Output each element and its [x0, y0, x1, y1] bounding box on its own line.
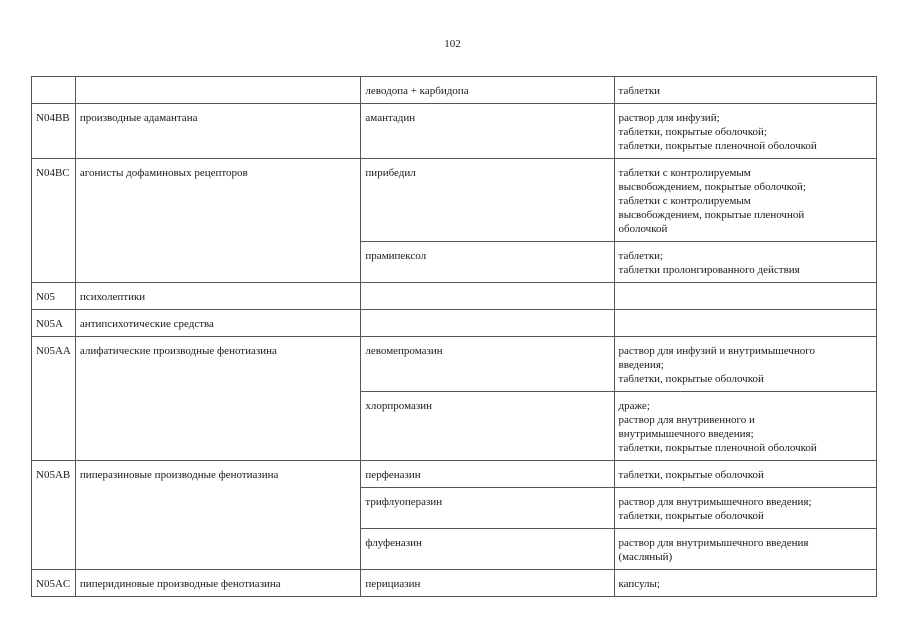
dosage-form-cell: таблетки [614, 77, 877, 104]
medication-table [31, 76, 877, 597]
atc-code-cell: N05AC [32, 570, 76, 597]
drug-name-cell: хлорпромазин [361, 392, 614, 461]
group-name-cell [75, 77, 361, 104]
table-row [32, 310, 877, 337]
table-row [32, 77, 877, 104]
drug-name-cell: леводопа + карбидопа [361, 77, 614, 104]
dosage-form-cell: таблетки; таблетки пролонгированного действия [614, 242, 877, 283]
drug-name-cell [361, 283, 614, 310]
dosage-form-cell: раствор для внутримышечного введения (масляный) [614, 529, 877, 570]
atc-code-cell: N04BB [32, 104, 76, 159]
dosage-form-cell [614, 310, 877, 337]
atc-code-cell: N05A [32, 310, 76, 337]
page-number: 102 [444, 38, 461, 50]
table-row [32, 337, 877, 392]
dosage-form-cell: раствор для внутримышечного введения; таблетки, покрытые оболочкой [614, 488, 877, 529]
group-name-cell: психолептики [75, 283, 361, 310]
drug-name-cell: перфеназин [361, 461, 614, 488]
group-name-cell: пиперазиновые производные фенотиазина [75, 461, 361, 570]
dosage-form-cell: раствор для инфузий и внутримышечного введения; таблетки, покрытые оболочкой [614, 337, 877, 392]
drug-name-cell: трифлуоперазин [361, 488, 614, 529]
atc-code-cell [32, 77, 76, 104]
drug-name-cell [361, 310, 614, 337]
atc-code-cell: N05 [32, 283, 76, 310]
atc-code-cell: N05AB [32, 461, 76, 570]
drug-name-cell: амантадин [361, 104, 614, 159]
table-row [32, 104, 877, 159]
group-name-cell: производные адамантана [75, 104, 361, 159]
dosage-form-cell: таблетки с контролируемым высвобождением, покрытые оболочкой; таблетки с контролируемым высвобождением, покрытые пленочной оболочкой [614, 159, 877, 242]
drug-name-cell: пирибедил [361, 159, 614, 242]
dosage-form-cell: раствор для инфузий; таблетки, покрытые оболочкой; таблетки, покрытые пленочной оболочкой [614, 104, 877, 159]
dosage-form-cell [614, 283, 877, 310]
drug-name-cell: флуфеназин [361, 529, 614, 570]
table-row [32, 461, 877, 488]
drug-name-cell: прамипексол [361, 242, 614, 283]
dosage-form-cell: драже; раствор для внутривенного и внутримышечного введения; таблетки, покрытые пленочной оболочкой [614, 392, 877, 461]
group-name-cell: антипсихотические средства [75, 310, 361, 337]
dosage-form-cell: таблетки, покрытые оболочкой [614, 461, 877, 488]
dosage-form-cell: капсулы; [614, 570, 877, 597]
atc-code-cell: N04BC [32, 159, 76, 283]
group-name-cell: алифатические производные фенотиазина [75, 337, 361, 461]
group-name-cell: агонисты дофаминовых рецепторов [75, 159, 361, 283]
table-row [32, 159, 877, 242]
table-row [32, 283, 877, 310]
atc-code-cell: N05AA [32, 337, 76, 461]
drug-name-cell: левомепромазин [361, 337, 614, 392]
drug-name-cell: перициазин [361, 570, 614, 597]
table-row [32, 570, 877, 597]
group-name-cell: пиперидиновые производные фенотиазина [75, 570, 361, 597]
